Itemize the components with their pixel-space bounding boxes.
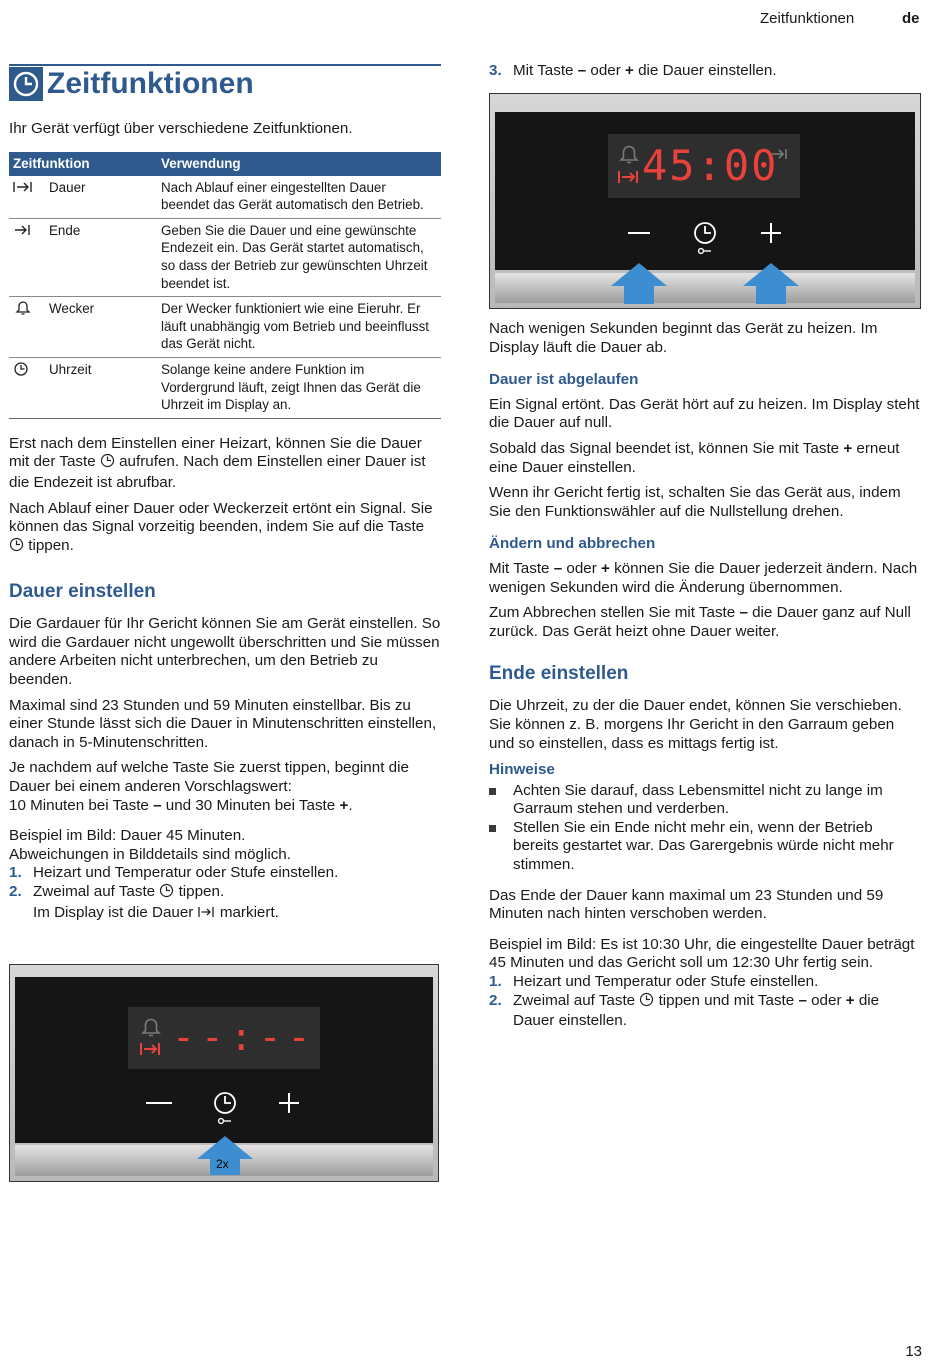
plus-key-label: + [601, 559, 610, 577]
right-column [489, 62, 921, 81]
paragraph: Die Uhrzeit, zu der die Dauer endet, können Sie verschieben. Sie können z. B. morgens Ihr Gericht in den Garraum geben und so einstellen, dass es mittags fertig ist. [489, 697, 902, 752]
plus-key-label: + [625, 62, 634, 79]
function-usage: Geben Sie die Dauer und eine gewünschte Endezeit ein. Das Gerät startet automatisch, so dass der Betrieb zur gewünschten Uhrzeit beendet ist. [157, 218, 441, 296]
bullet [489, 782, 513, 819]
table-row [9, 297, 441, 358]
minus-key[interactable] [146, 1102, 172, 1104]
function-name: Wecker [49, 301, 95, 317]
clock-icon [13, 361, 49, 382]
clock-icon [100, 453, 115, 474]
table-row [9, 218, 441, 296]
duration-icon [139, 1041, 163, 1063]
list-item: 2. Zweimal auf Taste tippen und mit Taste – oder + die Dauer einstellen. [489, 991, 880, 1030]
bell-icon [140, 1017, 162, 1043]
notes-list [489, 782, 921, 875]
clock-key-icon[interactable] [690, 221, 720, 263]
table-header-usage: Verwendung [157, 152, 441, 176]
paragraph: Das Ende der Dauer kann maximal um 23 Stunden und 59 Minuten nach hinten verschoben werden. [489, 886, 884, 923]
right-column-lower [489, 320, 921, 1031]
function-name: Uhrzeit [49, 361, 92, 377]
minus-key-label: – [577, 62, 587, 79]
clock-icon [9, 67, 43, 101]
example-text: Beispiel im Bild: Dauer 45 Minuten. [9, 827, 246, 845]
plus-key-label: + [845, 991, 855, 1009]
paragraph: Erst nach dem Einstellen einer Heizart, können Sie die Dauer mit der Taste aufrufen. Nach dem Einstellen einer Dauer ist die Endezeit ist abrufbar. [9, 434, 426, 491]
table-header-function: Zeitfunktion [9, 152, 157, 176]
steps-list [9, 864, 441, 924]
paragraph: Wenn ihr Gericht fertig ist, schalten Sie das Gerät aus, indem Sie den Funktionswähler auf die Nullstellung drehen. [489, 484, 901, 520]
section-heading-ende: Ende einstellen [489, 663, 629, 685]
end-icon [13, 222, 49, 243]
plus-key-icon[interactable] [278, 1092, 300, 1120]
steps-list [489, 973, 921, 1031]
function-name: Dauer [49, 179, 86, 195]
section-heading-dauer: Dauer einstellen [9, 581, 156, 603]
example-note: Abweichungen in Bilddetails sind möglich. [9, 845, 291, 863]
plus-key-label: + [843, 439, 853, 457]
list-item: 2. Zweimal auf Taste tippen. Im Display ist die Dauer markiert. [9, 883, 441, 924]
table-header-row [9, 152, 441, 176]
bullet [489, 819, 513, 875]
bell-icon [618, 144, 640, 170]
clock-icon [159, 883, 174, 904]
display-readout: --:-- [172, 1015, 317, 1059]
paragraph: Die Gardauer für Ihr Gericht können Sie am Gerät einstellen. So wird die Gardauer nicht ungewollt überschritten und Sie müssen andere Arbeiten nicht unterbrechen, um den Betrieb zu beenden. [9, 615, 441, 689]
function-usage: Solange keine andere Funktion im Vordergrund läuft, zeigt Ihnen das Gerät die Uhrzeit im Display an. [157, 357, 441, 418]
paragraph: Nach Ablauf einer Dauer oder Weckerzeit ertönt ein Signal. Sie können das Signal vorzeitig beenden, indem Sie auf die Taste tippen. [9, 500, 441, 558]
page-title: Zeitfunktionen [47, 67, 254, 100]
subheading-hinweise: Hinweise [489, 761, 555, 779]
table-row [9, 357, 441, 418]
example-text: Beispiel im Bild: Es ist 10:30 Uhr, die eingestellte Dauer beträgt 45 Minuten und das Gericht soll um 12:30 Uhr fertig sein. [489, 935, 915, 972]
control-panel-illustration [489, 93, 921, 309]
display-readout: 45:00 [642, 141, 779, 190]
minus-key-label: – [798, 991, 807, 1009]
function-usage: Nach Ablauf einer eingestellten Dauer beendet das Gerät automatisch den Betrieb. [157, 176, 441, 219]
list-item: 1. Heizart und Temperatur oder Stufe einstellen. [489, 973, 819, 991]
tap-count-badge: 2x [216, 1157, 229, 1171]
steps-list [489, 62, 921, 81]
list-item: 3. Mit Taste – oder + die Dauer einstellen. [489, 62, 777, 79]
function-usage: Der Wecker funktioniert wie eine Eieruhr. Er läuft unabhängig vom Betrieb und beeinflusst das Gerät nicht. [157, 297, 441, 358]
duration-icon [198, 905, 216, 925]
control-panel-illustration [9, 964, 439, 1182]
running-header-language: de [902, 10, 920, 27]
end-icon [770, 146, 792, 168]
subheading-abgelaufen: Dauer ist abgelaufen [489, 371, 639, 389]
duration-icon [13, 179, 49, 200]
chapter-title [9, 64, 441, 100]
minus-key-label: – [153, 796, 162, 814]
paragraph: Mit Taste – oder + können Sie die Dauer jederzeit ändern. Nach wenigen Sekunden wird die Änderung übernommen. [489, 559, 918, 596]
paragraph: Nach wenigen Sekunden beginnt das Gerät zu heizen. Im Display läuft die Dauer ab. [489, 320, 878, 356]
list-item: Stellen Sie ein Ende nicht mehr ein, wenn der Betrieb bereits gestartet war. Das Garergebnis würde nicht mehr stimmen. [489, 819, 921, 875]
minus-key-label: – [553, 559, 563, 577]
minus-key[interactable] [628, 232, 650, 234]
plus-key-icon[interactable] [760, 222, 782, 250]
table-row [9, 176, 441, 219]
bell-icon [13, 300, 49, 321]
paragraph: Sobald das Signal beendet ist, können Sie mit Taste + erneut eine Dauer einstellen. [489, 439, 900, 476]
paragraph: Je nachdem auf welche Taste Sie zuerst tippen, beginnt die Dauer bei einem anderen Vorschlagswert: 10 Minuten bei Taste – und 30 Minuten bei Taste +. [9, 759, 409, 814]
clock-icon [9, 537, 24, 558]
list-item: 1. Heizart und Temperatur oder Stufe einstellen. [9, 864, 339, 882]
arrow-up-icon [742, 262, 800, 304]
clock-icon [639, 992, 654, 1013]
clock-key-icon[interactable] [210, 1091, 240, 1133]
arrow-up-icon [610, 262, 668, 304]
minus-key-label: – [739, 604, 748, 622]
intro-text: Ihr Gerät verfügt über verschiedene Zeitfunktionen. [9, 120, 353, 137]
paragraph: Maximal sind 23 Stunden und 59 Minuten einstellbar. Bis zu einer Stunde lässt sich die Dauer in Minutenschritten einstellen, danach in 5-Minutenschritten. [9, 696, 437, 751]
duration-icon [617, 169, 641, 191]
paragraph: Zum Abbrechen stellen Sie mit Taste – die Dauer ganz auf Null zurück. Das Gerät heizt ohne Dauer weiter. [489, 604, 911, 640]
paragraph: Ein Signal ertönt. Das Gerät hört auf zu heizen. Im Display steht die Dauer auf null. [489, 395, 920, 432]
list-item: Achten Sie darauf, dass Lebensmittel nicht zu lange im Garraum stehen und verderben. [489, 782, 921, 819]
running-header-section: Zeitfunktionen [760, 10, 855, 27]
plus-key-label: + [339, 796, 349, 814]
page-number: 13 [905, 1343, 922, 1360]
left-column [9, 64, 441, 924]
time-functions-table [9, 152, 441, 419]
function-name: Ende [49, 222, 81, 238]
subheading-aendern: Ändern und abbrechen [489, 535, 656, 553]
